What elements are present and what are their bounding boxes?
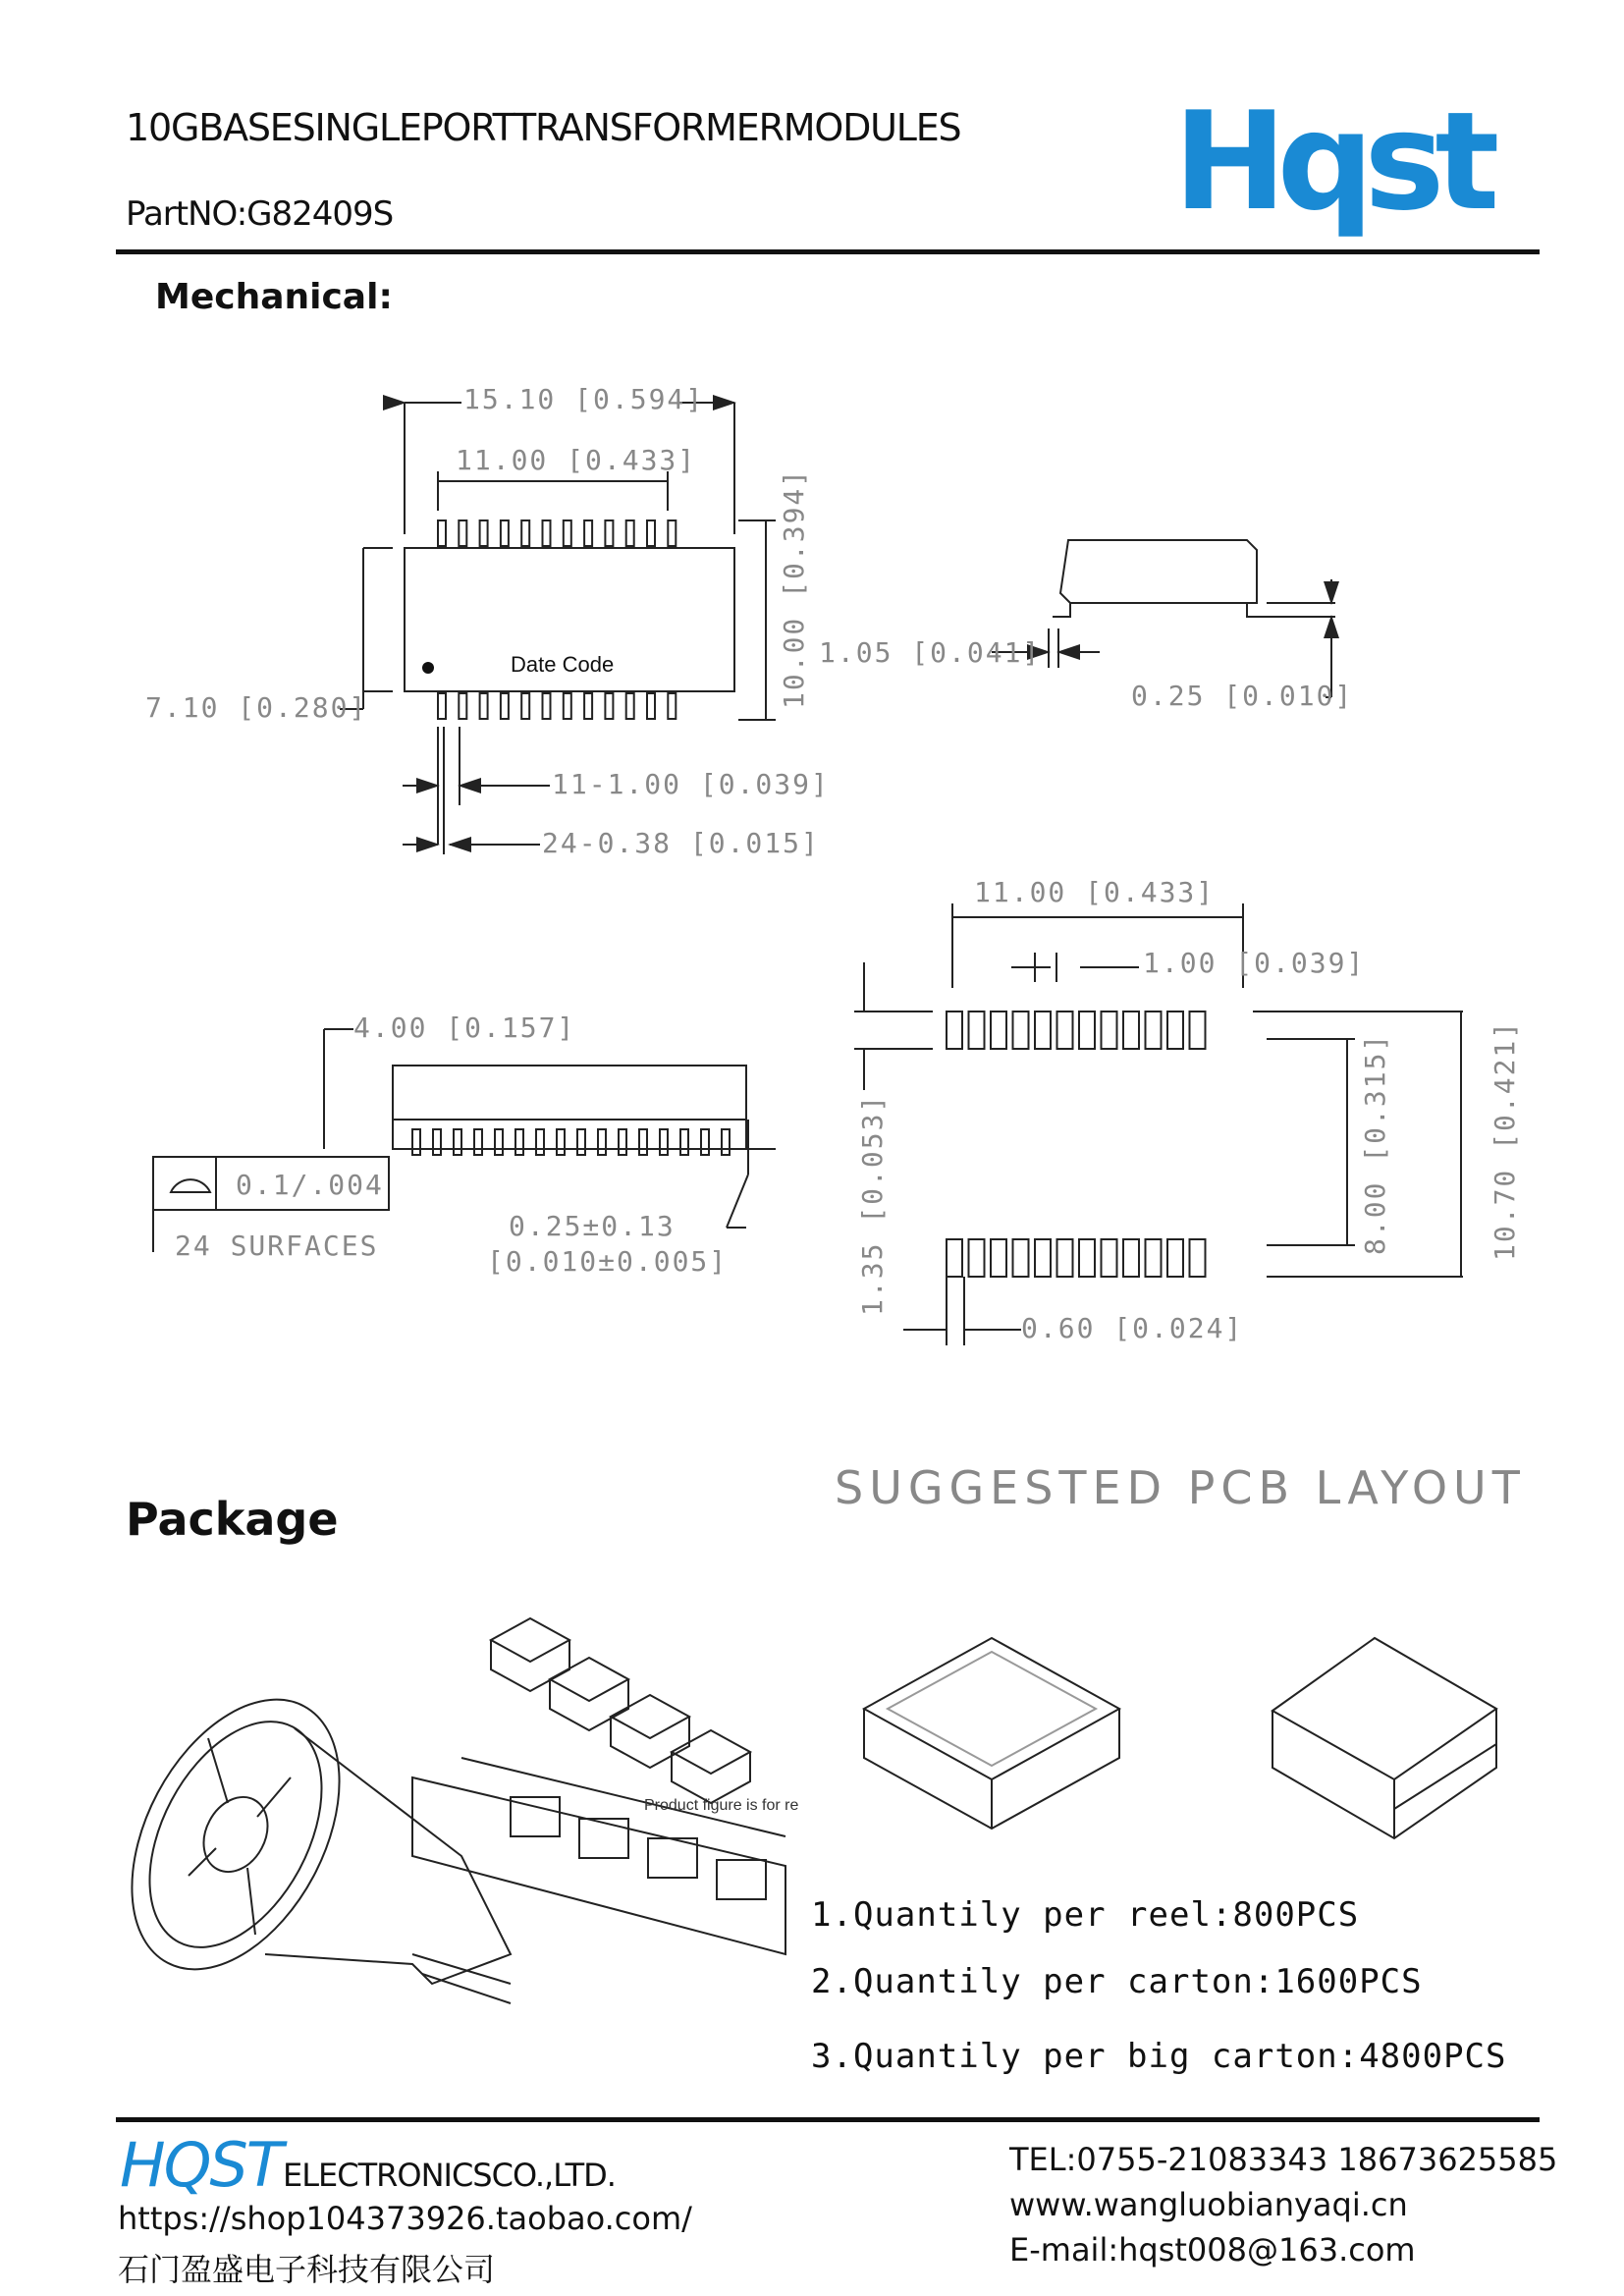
bottom-lead bbox=[459, 693, 466, 719]
dim-lead-gap: 1.05 [0.041] bbox=[819, 636, 1042, 669]
qty-carton: 2.Quantily per carton:1600PCS bbox=[811, 1962, 1423, 2001]
pcb-dim-inner: 8.00 [0.315] bbox=[1359, 1032, 1391, 1255]
front-lead bbox=[495, 1129, 503, 1155]
dim-body-width: 11.00 [0.433] bbox=[456, 444, 697, 476]
footer-logo: HQST bbox=[120, 2129, 282, 2201]
pcb-pad-top bbox=[1013, 1011, 1029, 1049]
front-lead bbox=[557, 1129, 565, 1155]
dim-height-left: 7.10 [0.280] bbox=[145, 691, 368, 724]
pcb-pad-bottom bbox=[1167, 1239, 1183, 1277]
footer-website[interactable]: www.wangluobianyaqi.cn bbox=[1009, 2186, 1408, 2223]
bottom-lead bbox=[668, 693, 676, 719]
figure-caption: Product figure is for re bbox=[644, 1797, 799, 1814]
document-title: 10GBASESINGLEPORTTRANSFORMERMODULES bbox=[126, 106, 961, 149]
pcb-pad-bottom bbox=[1079, 1239, 1095, 1277]
front-lead bbox=[722, 1129, 730, 1155]
pcb-pad-bottom bbox=[1057, 1239, 1073, 1277]
front-lead bbox=[454, 1129, 461, 1155]
footer-tel: TEL:0755-21083343 18673625585 bbox=[1009, 2141, 1558, 2178]
svg-text:Hqst: Hqst bbox=[1173, 98, 1490, 241]
front-lead bbox=[680, 1129, 688, 1155]
bottom-lead bbox=[521, 693, 529, 719]
front-lead bbox=[619, 1129, 626, 1155]
pcb-pad-top bbox=[1102, 1011, 1117, 1049]
front-lead bbox=[536, 1129, 544, 1155]
top-lead bbox=[564, 520, 571, 546]
component-body bbox=[611, 1717, 689, 1768]
dim-pitch: 11-1.00 [0.039] bbox=[552, 768, 830, 800]
pcb-dim-width: 11.00 [0.433] bbox=[974, 876, 1216, 908]
dim-standoff: 0.25 [0.010] bbox=[1131, 680, 1354, 712]
top-lead bbox=[626, 520, 634, 546]
top-lead bbox=[438, 520, 446, 546]
pcb-dim-outer: 10.70 [0.421] bbox=[1489, 1019, 1521, 1261]
pcb-pad-bottom bbox=[1190, 1239, 1206, 1277]
footer-email[interactable]: E-mail:hqst008@163.com bbox=[1009, 2231, 1416, 2269]
qty-big-carton: 3.Quantily per big carton:4800PCS bbox=[811, 2037, 1507, 2076]
front-lead bbox=[515, 1129, 523, 1155]
footer-company: ELECTRONICSCO.,LTD. bbox=[283, 2157, 616, 2194]
front-lead bbox=[412, 1129, 420, 1155]
top-lead bbox=[584, 520, 592, 546]
dim-height: 4.00 [0.157] bbox=[353, 1011, 576, 1044]
pcb-pad-top bbox=[969, 1011, 985, 1049]
bottom-lead bbox=[543, 693, 551, 719]
bottom-lead bbox=[584, 693, 592, 719]
component-body bbox=[550, 1679, 628, 1730]
top-lead bbox=[668, 520, 676, 546]
dim-lead-thickness-inch: [0.010±0.005] bbox=[487, 1245, 729, 1278]
pcb-pad-top bbox=[1035, 1011, 1051, 1049]
pcb-pad-top bbox=[947, 1011, 962, 1049]
qty-reel: 1.Quantily per reel:800PCS bbox=[811, 1895, 1360, 1935]
pcb-pad-top bbox=[1190, 1011, 1206, 1049]
pcb-pad-top bbox=[991, 1011, 1006, 1049]
pcb-layout-title: SUGGESTED PCB LAYOUT bbox=[835, 1461, 1526, 1514]
package-heading: Package bbox=[126, 1493, 339, 1546]
pcb-pad-top bbox=[1123, 1011, 1139, 1049]
bottom-lead bbox=[564, 693, 571, 719]
pcb-pad-bottom bbox=[969, 1239, 985, 1277]
top-lead bbox=[501, 520, 509, 546]
footer-chinese-name: 石门盈盛电子科技有限公司 bbox=[118, 2251, 496, 2288]
pcb-pad-bottom bbox=[1013, 1239, 1029, 1277]
pcb-dim-pad-length: 1.35 [0.053] bbox=[856, 1093, 889, 1316]
front-lead bbox=[474, 1129, 482, 1155]
front-lead bbox=[701, 1129, 709, 1155]
pcb-pad-bottom bbox=[1123, 1239, 1139, 1277]
pcb-pad-top bbox=[1079, 1011, 1095, 1049]
component-top bbox=[611, 1695, 689, 1738]
dim-lead-width: 24-0.38 [0.015] bbox=[542, 827, 820, 859]
component-top bbox=[491, 1618, 569, 1662]
pcb-dim-pitch: 1.00 [0.039] bbox=[1143, 947, 1366, 979]
pcb-pad-top bbox=[1167, 1011, 1183, 1049]
footer-url[interactable]: https://shop104373926.taobao.com/ bbox=[118, 2200, 692, 2237]
dim-lead-thickness: 0.25±0.13 bbox=[509, 1210, 676, 1242]
top-lead bbox=[605, 520, 613, 546]
bottom-lead bbox=[647, 693, 655, 719]
front-lead bbox=[639, 1129, 647, 1155]
pcb-pad-bottom bbox=[1035, 1239, 1051, 1277]
bottom-lead bbox=[480, 693, 488, 719]
pcb-pad-top bbox=[1057, 1011, 1073, 1049]
pcb-pad-bottom bbox=[991, 1239, 1006, 1277]
dim-total-width: 15.10 [0.594] bbox=[463, 383, 705, 415]
pcb-pad-bottom bbox=[1102, 1239, 1117, 1277]
dim-body-height: 10.00 [0.394] bbox=[778, 467, 810, 709]
pcb-dim-pad-width: 0.60 [0.024] bbox=[1021, 1312, 1244, 1344]
pcb-pad-top bbox=[1146, 1011, 1162, 1049]
part-number: PartNO:G82409S bbox=[126, 194, 394, 234]
pcb-pad-bottom bbox=[947, 1239, 962, 1277]
component-top bbox=[550, 1658, 628, 1701]
bottom-lead bbox=[605, 693, 613, 719]
top-lead bbox=[521, 520, 529, 546]
top-lead bbox=[647, 520, 655, 546]
front-lead bbox=[660, 1129, 668, 1155]
component-top bbox=[672, 1730, 750, 1774]
top-lead bbox=[543, 520, 551, 546]
front-lead bbox=[433, 1129, 441, 1155]
bottom-lead bbox=[501, 693, 509, 719]
date-code-label: Date Code bbox=[511, 652, 615, 677]
bottom-lead bbox=[438, 693, 446, 719]
footer-divider bbox=[116, 2117, 1540, 2122]
front-lead bbox=[577, 1129, 585, 1155]
top-lead bbox=[459, 520, 466, 546]
mechanical-heading: Mechanical: bbox=[155, 277, 393, 317]
coplanarity-value: 0.1/.004 bbox=[236, 1169, 384, 1201]
pcb-pad-bottom bbox=[1146, 1239, 1162, 1277]
bottom-lead bbox=[626, 693, 634, 719]
front-lead bbox=[598, 1129, 606, 1155]
component-body bbox=[672, 1752, 750, 1803]
top-lead bbox=[480, 520, 488, 546]
surfaces-label: 24 SURFACES bbox=[175, 1230, 379, 1262]
